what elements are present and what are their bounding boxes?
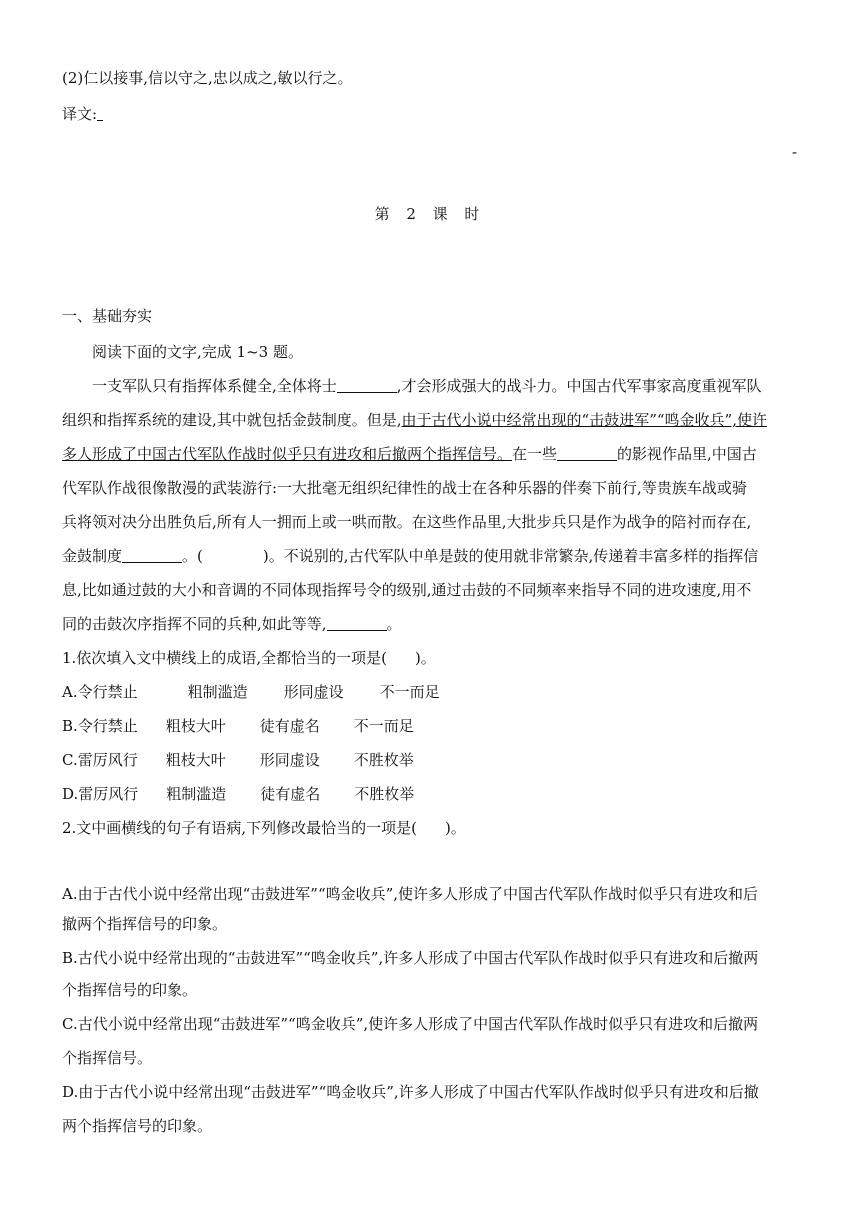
question-1-stem [62,648,436,668]
option-term: 雷厉风行 [77,751,138,769]
underlined-sentence: 多人形成了中国古代军队作战时似乎只有进攻和后撤两个指挥信号。 [62,445,513,463]
question-text: 1.依次填入文中横线上的成语,全都恰当的一项是( [62,649,387,667]
passage-line-2 [62,410,767,430]
fill-blank-1[interactable] [337,377,397,393]
reading-instruction: 阅读下面的文字,完成 1~3 题。 [92,343,303,361]
passage-line-4: 代军队作战很像散漫的武装游行:一大批毫无组织纪律性的战士在各种乐器的伴奏下前行,等贵族车战或骑 [62,479,747,497]
option-term: 粗制滥造 [187,683,248,701]
passage-text: 。( [182,547,203,565]
passage-text: )。不说别的,古代军队中单是鼓的使用就非常繁杂,传递着丰富多样的指挥信 [262,547,759,565]
passage-line-5: 兵将领对决分出胜负后,所有人一拥而上或一哄而散。在这些作品里,大批步兵只是作为战争的陪衬而存在, [62,513,752,531]
option-term: 粗枝大叶 [165,751,226,769]
passage-text: 一支军队只有指挥体系健全,全体将士 [92,377,337,395]
question-text: 2.文中画横线的句子有语病,下列修改最恰当的一项是( [62,819,417,837]
option-letter: B. [62,717,78,735]
option-letter: A. [62,683,78,701]
q1-option-d[interactable] [62,784,414,804]
question-2-stem [62,818,466,838]
option-term: 令行禁止 [77,717,138,735]
translation-label: 译文: [62,105,98,123]
question-2-original-text: (2)仁以接事,信以守之,忠以成之,敏以行之。 [62,69,353,87]
option-term: 粗制滥造 [166,785,227,803]
passage-line-6 [62,546,758,566]
question-text: )。 [444,819,466,837]
lesson-title: 第 2 课 时 [374,205,486,223]
q2-option-a-line-1[interactable]: A.由于古代小说中经常出现“击鼓进军”“鸣金收兵”,使许多人形成了中国古代军队作战时似乎只有进攻和后 [62,885,759,903]
option-term: 徒有虚名 [260,785,321,803]
option-term: 不胜枚举 [353,751,414,769]
passage-text: 。 [386,615,402,633]
passage-line-3 [62,444,757,464]
passage-line-8 [62,614,402,634]
q2-option-a-line-2: 撤两个指挥信号的印象。 [62,915,228,933]
section-heading: 一、基础夯实 [62,307,153,325]
option-term: 不一而足 [353,717,414,735]
option-term: 形同虚设 [283,683,344,701]
option-term: 形同虚设 [259,751,320,769]
fill-blank-3[interactable] [122,547,182,563]
passage-text: 的影视作品里,中国古 [617,445,757,463]
option-term: 徒有虚名 [259,717,320,735]
passage-text: 金鼓制度 [62,547,123,565]
q2-option-c-line-2: 个指挥信号。 [62,1049,153,1067]
translation-line [62,104,103,124]
option-term: 不一而足 [379,683,440,701]
q1-option-b[interactable] [62,716,414,736]
q2-option-d-line-1[interactable]: D.由于古代小说中经常出现“击鼓进军”“鸣金收兵”,许多人形成了中国古代军队作战时似乎只有进攻和后撤 [62,1083,759,1101]
underlined-sentence: 由于古代小说中经常出现的“击鼓进军”“鸣金收兵”,使许 [401,411,767,429]
passage-text: 同的击鼓次序指挥不同的兵种,如此等等, [62,615,327,633]
passage-text: 在一些 [512,445,558,463]
q2-option-c-line-1[interactable]: C.古代小说中经常出现“击鼓进军”“鸣金收兵”,使许多人形成了中国古代军队作战时似乎只有进攻和后撤两 [62,1015,759,1033]
option-term: 雷厉风行 [78,785,139,803]
q1-option-c[interactable] [62,750,414,770]
fill-blank-4[interactable] [327,615,387,631]
q2-option-b-line-1[interactable]: B.古代小说中经常出现的“击鼓进军”“鸣金收兵”,许多人形成了中国古代军队作战时似乎只有进攻和后撤两 [62,949,759,967]
passage-text: 组织和指挥系统的建设,其中就包括金鼓制度。但是, [62,411,402,429]
q1-option-a[interactable] [62,682,440,702]
passage-line-1 [92,376,762,396]
passage-line-7: 息,比如通过鼓的大小和音调的不同体现指挥号令的级别,通过击鼓的不同频率来指导不同的进攻速度,用不 [62,581,752,599]
q2-option-d-line-2: 两个指挥信号的印象。 [62,1117,213,1135]
option-letter: D. [62,785,79,803]
option-term: 令行禁止 [77,683,138,701]
fill-blank-2[interactable] [557,445,617,461]
right-margin-mark: - [792,143,798,161]
translation-blank[interactable] [97,105,103,121]
option-term: 不胜枚举 [354,785,415,803]
q2-option-b-line-2: 个指挥信号的印象。 [62,981,198,999]
question-text: )。 [414,649,436,667]
passage-text: ,才会形成强大的战斗力。中国古代军事家高度重视军队 [396,377,762,395]
option-term: 粗枝大叶 [165,717,226,735]
option-letter: C. [62,751,78,769]
